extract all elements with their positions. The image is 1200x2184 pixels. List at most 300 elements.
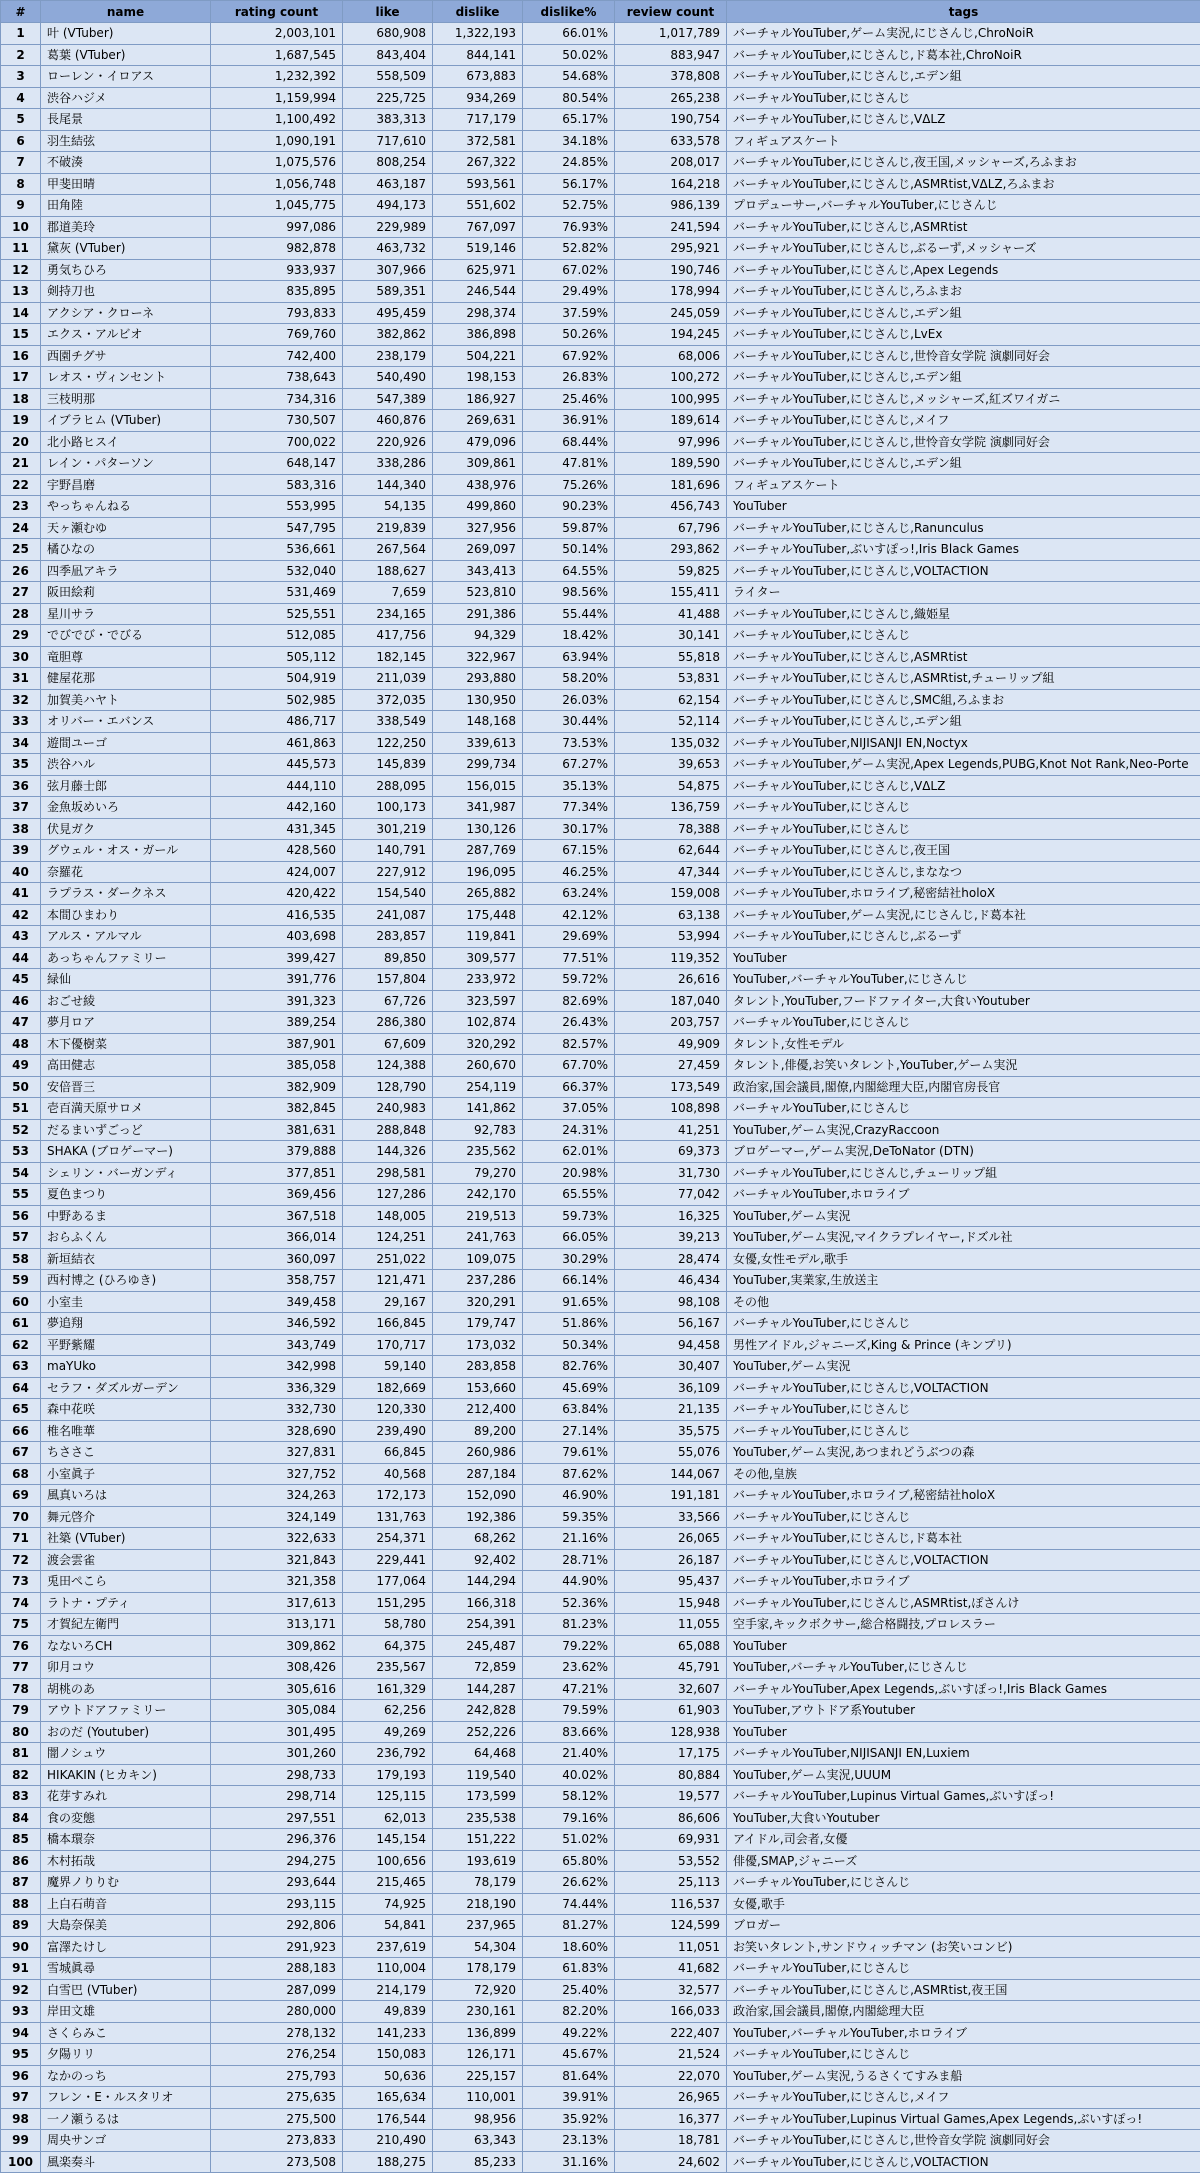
- cell-review-count: 222,407: [615, 2022, 727, 2044]
- table-row: [1, 1700, 1200, 1722]
- cell-review-count: 190,754: [615, 109, 727, 131]
- cell-name: 木下優樹菜: [41, 1033, 211, 1055]
- cell-dislike: 479,096: [433, 431, 523, 453]
- cell-like: 122,250: [343, 732, 433, 754]
- cell-like: 172,173: [343, 1485, 433, 1507]
- cell-rating-count: 382,845: [211, 1098, 343, 1120]
- cell-dislike-percent: 81.27%: [523, 1915, 615, 1937]
- table-row: [1, 130, 1200, 152]
- cell-rating-count: 1,232,392: [211, 66, 343, 88]
- cell-tags: YouTuber,ゲーム実況,あつまれどうぶつの森: [727, 1442, 1200, 1464]
- table-row: [1, 1033, 1200, 1055]
- cell-rating-count: 583,316: [211, 474, 343, 496]
- table-row: [1, 1141, 1200, 1163]
- cell-rank: 24: [1, 517, 41, 539]
- table-row: [1, 1506, 1200, 1528]
- cell-like: 166,845: [343, 1313, 433, 1335]
- table-row: [1, 1979, 1200, 2001]
- cell-rating-count: 275,635: [211, 2087, 343, 2109]
- cell-rank: 18: [1, 388, 41, 410]
- cell-dislike-percent: 49.22%: [523, 2022, 615, 2044]
- cell-tags: バーチャルYouTuber,ゲーム実況,Apex Legends,PUBG,Knot Not Rank,Neo-Porte: [727, 754, 1200, 776]
- cell-tags: バーチャルYouTuber,にじさんじ: [727, 87, 1200, 109]
- cell-rating-count: 276,254: [211, 2044, 343, 2066]
- cell-rating-count: 700,022: [211, 431, 343, 453]
- cell-review-count: 47,344: [615, 861, 727, 883]
- cell-dislike-percent: 63.24%: [523, 883, 615, 905]
- cell-rating-count: 461,863: [211, 732, 343, 754]
- cell-dislike-percent: 81.23%: [523, 1614, 615, 1636]
- cell-dislike-percent: 26.62%: [523, 1872, 615, 1894]
- table-row: [1, 1786, 1200, 1808]
- cell-dislike-percent: 37.05%: [523, 1098, 615, 1120]
- cell-dislike-percent: 59.73%: [523, 1205, 615, 1227]
- cell-like: 40,568: [343, 1463, 433, 1485]
- cell-rank: 85: [1, 1829, 41, 1851]
- cell-rank: 56: [1, 1205, 41, 1227]
- cell-like: 157,804: [343, 969, 433, 991]
- cell-rank: 89: [1, 1915, 41, 1937]
- cell-rank: 67: [1, 1442, 41, 1464]
- cell-dislike-percent: 18.60%: [523, 1936, 615, 1958]
- cell-like: 239,490: [343, 1420, 433, 1442]
- cell-rating-count: 328,690: [211, 1420, 343, 1442]
- cell-tags: バーチャルYouTuber,にじさんじ,VOLTACTION: [727, 1377, 1200, 1399]
- cell-like: 680,908: [343, 23, 433, 45]
- table-row: [1, 302, 1200, 324]
- cell-rating-count: 309,862: [211, 1635, 343, 1657]
- cell-rating-count: 1,159,994: [211, 87, 343, 109]
- cell-rating-count: 1,045,775: [211, 195, 343, 217]
- table-row: [1, 1270, 1200, 1292]
- cell-tags: バーチャルYouTuber,にじさんじ,世怜音女学院 演劇同好会: [727, 431, 1200, 453]
- cell-like: 67,609: [343, 1033, 433, 1055]
- cell-dislike-percent: 37.59%: [523, 302, 615, 324]
- cell-dislike-percent: 36.91%: [523, 410, 615, 432]
- table-row: [1, 539, 1200, 561]
- cell-tags: バーチャルYouTuber,にじさんじ,エデン組: [727, 367, 1200, 389]
- cell-name: 上白石萌音: [41, 1893, 211, 1915]
- cell-rank: 31: [1, 668, 41, 690]
- cell-rank: 94: [1, 2022, 41, 2044]
- table-row: [1, 1958, 1200, 1980]
- cell-rating-count: 442,160: [211, 797, 343, 819]
- cell-name: 小室圭: [41, 1291, 211, 1313]
- cell-rating-count: 321,358: [211, 1571, 343, 1593]
- cell-like: 121,471: [343, 1270, 433, 1292]
- cell-rating-count: 420,422: [211, 883, 343, 905]
- cell-dislike-percent: 79.59%: [523, 1700, 615, 1722]
- cell-dislike-percent: 82.57%: [523, 1033, 615, 1055]
- cell-like: 182,669: [343, 1377, 433, 1399]
- header-name[interactable]: name: [41, 1, 211, 23]
- cell-rating-count: 346,592: [211, 1313, 343, 1335]
- cell-rating-count: 532,040: [211, 560, 343, 582]
- cell-dislike: 299,734: [433, 754, 523, 776]
- cell-rating-count: 1,687,545: [211, 44, 343, 66]
- cell-dislike: 153,660: [433, 1377, 523, 1399]
- cell-rating-count: 278,132: [211, 2022, 343, 2044]
- cell-tags: バーチャルYouTuber,Lupinus Virtual Games,Apex Legends,ぶいすぽっ!: [727, 2108, 1200, 2130]
- table-row: [1, 1764, 1200, 1786]
- cell-rating-count: 428,560: [211, 840, 343, 862]
- cell-rating-count: 385,058: [211, 1055, 343, 1077]
- cell-tags: 女優,歌手: [727, 1893, 1200, 1915]
- header-tags[interactable]: tags: [727, 1, 1200, 23]
- table-row: [1, 1119, 1200, 1141]
- cell-review-count: 135,032: [615, 732, 727, 754]
- cell-name: 緑仙: [41, 969, 211, 991]
- cell-dislike: 267,322: [433, 152, 523, 174]
- cell-review-count: 69,931: [615, 1829, 727, 1851]
- cell-dislike: 269,631: [433, 410, 523, 432]
- table-row: [1, 1227, 1200, 1249]
- cell-dislike-percent: 30.17%: [523, 818, 615, 840]
- cell-name: 健屋花那: [41, 668, 211, 690]
- cell-tags: バーチャルYouTuber,にじさんじ,エデン組: [727, 66, 1200, 88]
- cell-rank: 38: [1, 818, 41, 840]
- cell-dislike: 287,769: [433, 840, 523, 862]
- table-row: [1, 1915, 1200, 1937]
- cell-name: 渡会雲雀: [41, 1549, 211, 1571]
- cell-rank: 27: [1, 582, 41, 604]
- cell-rating-count: 416,535: [211, 904, 343, 926]
- cell-rank: 80: [1, 1721, 41, 1743]
- cell-rating-count: 1,056,748: [211, 173, 343, 195]
- cell-dislike-percent: 51.86%: [523, 1313, 615, 1335]
- table-row: [1, 1850, 1200, 1872]
- cell-dislike: 151,222: [433, 1829, 523, 1851]
- cell-like: 238,179: [343, 345, 433, 367]
- cell-dislike: 219,513: [433, 1205, 523, 1227]
- cell-rating-count: 531,469: [211, 582, 343, 604]
- cell-dislike-percent: 59.35%: [523, 1506, 615, 1528]
- cell-review-count: 28,474: [615, 1248, 727, 1270]
- cell-like: 59,140: [343, 1356, 433, 1378]
- header-like[interactable]: like: [343, 1, 433, 23]
- cell-rating-count: 502,985: [211, 689, 343, 711]
- cell-name: アウトドアファミリー: [41, 1700, 211, 1722]
- cell-review-count: 59,825: [615, 560, 727, 582]
- table-row: [1, 560, 1200, 582]
- cell-name: 森中花咲: [41, 1399, 211, 1421]
- table-row: [1, 1592, 1200, 1614]
- cell-dislike-percent: 59.72%: [523, 969, 615, 991]
- table-row: [1, 1829, 1200, 1851]
- cell-rank: 25: [1, 539, 41, 561]
- cell-tags: バーチャルYouTuber,にじさんじ: [727, 1098, 1200, 1120]
- cell-dislike: 291,386: [433, 603, 523, 625]
- cell-rating-count: 313,171: [211, 1614, 343, 1636]
- cell-dislike: 192,386: [433, 1506, 523, 1528]
- cell-rating-count: 367,518: [211, 1205, 343, 1227]
- cell-tags: 女優,女性モデル,歌手: [727, 1248, 1200, 1270]
- cell-rating-count: 486,717: [211, 711, 343, 733]
- cell-dislike: 72,920: [433, 1979, 523, 2001]
- cell-dislike-percent: 25.46%: [523, 388, 615, 410]
- cell-dislike-percent: 83.66%: [523, 1721, 615, 1743]
- cell-tags: 俳優,SMAP,ジャニーズ: [727, 1850, 1200, 1872]
- cell-dislike-percent: 66.37%: [523, 1076, 615, 1098]
- table-row: [1, 1442, 1200, 1464]
- cell-tags: バーチャルYouTuber,ホロライブ,秘密結社holoX: [727, 883, 1200, 905]
- cell-dislike: 119,540: [433, 1764, 523, 1786]
- cell-dislike: 109,075: [433, 1248, 523, 1270]
- cell-rank: 58: [1, 1248, 41, 1270]
- cell-rank: 45: [1, 969, 41, 991]
- table-row: [1, 1872, 1200, 1894]
- cell-dislike: 293,880: [433, 668, 523, 690]
- cell-rank: 20: [1, 431, 41, 453]
- cell-like: 125,115: [343, 1786, 433, 1808]
- cell-dislike: 233,972: [433, 969, 523, 991]
- cell-rank: 53: [1, 1141, 41, 1163]
- cell-rating-count: 291,923: [211, 1936, 343, 1958]
- cell-dislike-percent: 21.16%: [523, 1528, 615, 1550]
- cell-rank: 71: [1, 1528, 41, 1550]
- header-dislike[interactable]: dislike: [433, 1, 523, 23]
- cell-dislike: 242,828: [433, 1700, 523, 1722]
- cell-dislike-percent: 63.94%: [523, 646, 615, 668]
- cell-dislike: 230,161: [433, 2001, 523, 2023]
- cell-dislike-percent: 35.92%: [523, 2108, 615, 2130]
- table-row: [1, 625, 1200, 647]
- table-row: [1, 1098, 1200, 1120]
- cell-review-count: 53,831: [615, 668, 727, 690]
- table-row: [1, 1807, 1200, 1829]
- cell-dislike-percent: 45.67%: [523, 2044, 615, 2066]
- cell-rank: 9: [1, 195, 41, 217]
- cell-dislike-percent: 63.84%: [523, 1399, 615, 1421]
- cell-tags: ブロゲーマー,ゲーム実況,DeToNator (DTN): [727, 1141, 1200, 1163]
- cell-dislike: 298,374: [433, 302, 523, 324]
- cell-dislike: 254,119: [433, 1076, 523, 1098]
- cell-dislike-percent: 61.83%: [523, 1958, 615, 1980]
- cell-rating-count: 332,730: [211, 1399, 343, 1421]
- cell-review-count: 97,996: [615, 431, 727, 453]
- cell-like: 89,850: [343, 947, 433, 969]
- cell-name: 中野あるま: [41, 1205, 211, 1227]
- cell-like: 211,039: [343, 668, 433, 690]
- header-review-count[interactable]: review count: [615, 1, 727, 23]
- table-row: [1, 281, 1200, 303]
- cell-like: 215,465: [343, 1872, 433, 1894]
- cell-dislike: 130,950: [433, 689, 523, 711]
- cell-dislike: 225,157: [433, 2065, 523, 2087]
- table-row: [1, 345, 1200, 367]
- cell-rating-count: 1,075,576: [211, 152, 343, 174]
- cell-tags: フィギュアスケート: [727, 474, 1200, 496]
- table-row: [1, 2044, 1200, 2066]
- cell-like: 460,876: [343, 410, 433, 432]
- cell-name: 四季凪アキラ: [41, 560, 211, 582]
- cell-review-count: 100,995: [615, 388, 727, 410]
- cell-dislike: 386,898: [433, 324, 523, 346]
- table-row: [1, 1635, 1200, 1657]
- cell-like: 67,726: [343, 990, 433, 1012]
- cell-name: なないろCH: [41, 1635, 211, 1657]
- cell-rating-count: 504,919: [211, 668, 343, 690]
- cell-name: 北小路ヒスイ: [41, 431, 211, 453]
- cell-name: 星川サラ: [41, 603, 211, 625]
- table-row: [1, 947, 1200, 969]
- cell-dislike: 934,269: [433, 87, 523, 109]
- cell-review-count: 25,113: [615, 1872, 727, 1894]
- cell-like: 301,219: [343, 818, 433, 840]
- cell-tags: 空手家,キックボクサー,総合格闘技,プロレスラー: [727, 1614, 1200, 1636]
- header-rating-count[interactable]: rating count: [211, 1, 343, 23]
- cell-like: 144,340: [343, 474, 433, 496]
- cell-name: 西園チグサ: [41, 345, 211, 367]
- cell-tags: バーチャルYouTuber,にじさんじ,VΔLZ: [727, 109, 1200, 131]
- cell-like: 540,490: [343, 367, 433, 389]
- cell-dislike-percent: 45.69%: [523, 1377, 615, 1399]
- cell-dislike-percent: 66.14%: [523, 1270, 615, 1292]
- cell-dislike-percent: 64.55%: [523, 560, 615, 582]
- table-row: [1, 453, 1200, 475]
- cell-name: 岸田文雄: [41, 2001, 211, 2023]
- cell-review-count: 21,524: [615, 2044, 727, 2066]
- cell-tags: バーチャルYouTuber,にじさんじ,VOLTACTION: [727, 560, 1200, 582]
- cell-rank: 28: [1, 603, 41, 625]
- cell-rating-count: 369,456: [211, 1184, 343, 1206]
- cell-rank: 63: [1, 1356, 41, 1378]
- cell-review-count: 41,488: [615, 603, 727, 625]
- cell-review-count: 39,653: [615, 754, 727, 776]
- cell-tags: バーチャルYouTuber,ゲーム実況,にじさんじ,ド葛本社: [727, 904, 1200, 926]
- cell-review-count: 155,411: [615, 582, 727, 604]
- cell-name: 天ヶ瀬むゆ: [41, 517, 211, 539]
- cell-tags: YouTuber: [727, 947, 1200, 969]
- cell-dislike: 339,613: [433, 732, 523, 754]
- cell-rank: 82: [1, 1764, 41, 1786]
- cell-review-count: 128,938: [615, 1721, 727, 1743]
- cell-name: なかのっち: [41, 2065, 211, 2087]
- cell-rating-count: 2,003,101: [211, 23, 343, 45]
- cell-name: ちささこ: [41, 1442, 211, 1464]
- cell-rating-count: 769,760: [211, 324, 343, 346]
- table-row: [1, 840, 1200, 862]
- cell-name: でびでび・でびる: [41, 625, 211, 647]
- cell-dislike: 327,956: [433, 517, 523, 539]
- table-row: [1, 1334, 1200, 1356]
- cell-name: フレン・E・ルスタリオ: [41, 2087, 211, 2109]
- cell-dislike: 551,602: [433, 195, 523, 217]
- cell-dislike-percent: 34.18%: [523, 130, 615, 152]
- cell-name: おらふくん: [41, 1227, 211, 1249]
- cell-rank: 59: [1, 1270, 41, 1292]
- cell-like: 286,380: [343, 1012, 433, 1034]
- cell-review-count: 187,040: [615, 990, 727, 1012]
- cell-name: 黛灰 (VTuber): [41, 238, 211, 260]
- cell-dislike: 235,562: [433, 1141, 523, 1163]
- cell-review-count: 190,746: [615, 259, 727, 281]
- cell-dislike-percent: 24.85%: [523, 152, 615, 174]
- cell-like: 234,165: [343, 603, 433, 625]
- table-row: [1, 1721, 1200, 1743]
- cell-review-count: 61,903: [615, 1700, 727, 1722]
- cell-dislike-percent: 77.51%: [523, 947, 615, 969]
- cell-like: 151,295: [343, 1592, 433, 1614]
- cell-tags: バーチャルYouTuber,にじさんじ,Ranunculus: [727, 517, 1200, 539]
- cell-tags: バーチャルYouTuber,にじさんじ,ASMRtist: [727, 646, 1200, 668]
- cell-review-count: 30,407: [615, 1356, 727, 1378]
- cell-review-count: 189,614: [615, 410, 727, 432]
- cell-rating-count: 305,084: [211, 1700, 343, 1722]
- cell-rank: 26: [1, 560, 41, 582]
- cell-tags: バーチャルYouTuber,にじさんじ: [727, 1958, 1200, 1980]
- table-row: [1, 410, 1200, 432]
- cell-dislike-percent: 67.15%: [523, 840, 615, 862]
- cell-review-count: 55,076: [615, 1442, 727, 1464]
- cell-like: 288,848: [343, 1119, 433, 1141]
- cell-tags: バーチャルYouTuber,にじさんじ,世怜音女学院 演劇同好会: [727, 345, 1200, 367]
- table-row: [1, 1291, 1200, 1313]
- table-row: [1, 66, 1200, 88]
- cell-rating-count: 431,345: [211, 818, 343, 840]
- cell-tags: YouTuber,ゲーム実況,うるさくてすみま船: [727, 2065, 1200, 2087]
- table-row: [1, 711, 1200, 733]
- cell-like: 170,717: [343, 1334, 433, 1356]
- cell-dislike-percent: 80.54%: [523, 87, 615, 109]
- cell-rating-count: 327,831: [211, 1442, 343, 1464]
- cell-name: アルス・アルマル: [41, 926, 211, 948]
- cell-dislike-percent: 55.44%: [523, 603, 615, 625]
- cell-name: 富澤たけし: [41, 1936, 211, 1958]
- cell-rating-count: 391,323: [211, 990, 343, 1012]
- cell-name: 胡桃のあ: [41, 1678, 211, 1700]
- cell-rank: 50: [1, 1076, 41, 1098]
- cell-tags: バーチャルYouTuber,にじさんじ,ド葛本社: [727, 1528, 1200, 1550]
- cell-name: やっちゃんねる: [41, 496, 211, 518]
- cell-tags: バーチャルYouTuber,にじさんじ,エデン組: [727, 453, 1200, 475]
- cell-like: 145,154: [343, 1829, 433, 1851]
- cell-name: 平野紫耀: [41, 1334, 211, 1356]
- table-row: [1, 1614, 1200, 1636]
- cell-name: 魔界ノりりむ: [41, 1872, 211, 1894]
- header-rank[interactable]: #: [1, 1, 41, 23]
- header-dislike-percent[interactable]: dislike%: [523, 1, 615, 23]
- cell-rank: 7: [1, 152, 41, 174]
- cell-review-count: 32,607: [615, 1678, 727, 1700]
- cell-dislike: 254,391: [433, 1614, 523, 1636]
- cell-rating-count: 399,427: [211, 947, 343, 969]
- cell-dislike: 767,097: [433, 216, 523, 238]
- cell-dislike: 260,670: [433, 1055, 523, 1077]
- cell-like: 29,167: [343, 1291, 433, 1313]
- cell-dislike: 320,291: [433, 1291, 523, 1313]
- cell-review-count: 191,181: [615, 1485, 727, 1507]
- cell-dislike: 78,179: [433, 1872, 523, 1894]
- cell-rank: 84: [1, 1807, 41, 1829]
- cell-dislike: 102,874: [433, 1012, 523, 1034]
- cell-dislike-percent: 23.13%: [523, 2130, 615, 2152]
- cell-tags: バーチャルYouTuber,にじさんじ,VOLTACTION: [727, 2151, 1200, 2173]
- cell-review-count: 166,033: [615, 2001, 727, 2023]
- cell-rating-count: 835,895: [211, 281, 343, 303]
- cell-rating-count: 294,275: [211, 1850, 343, 1872]
- cell-like: 50,636: [343, 2065, 433, 2087]
- table-row: [1, 474, 1200, 496]
- cell-dislike-percent: 58.12%: [523, 1786, 615, 1808]
- cell-like: 463,187: [343, 173, 433, 195]
- cell-rank: 66: [1, 1420, 41, 1442]
- cell-dislike: 94,329: [433, 625, 523, 647]
- cell-dislike: 178,179: [433, 1958, 523, 1980]
- cell-tags: YouTuber,ゲーム実況: [727, 1356, 1200, 1378]
- cell-like: 100,656: [343, 1850, 433, 1872]
- cell-review-count: 26,065: [615, 1528, 727, 1550]
